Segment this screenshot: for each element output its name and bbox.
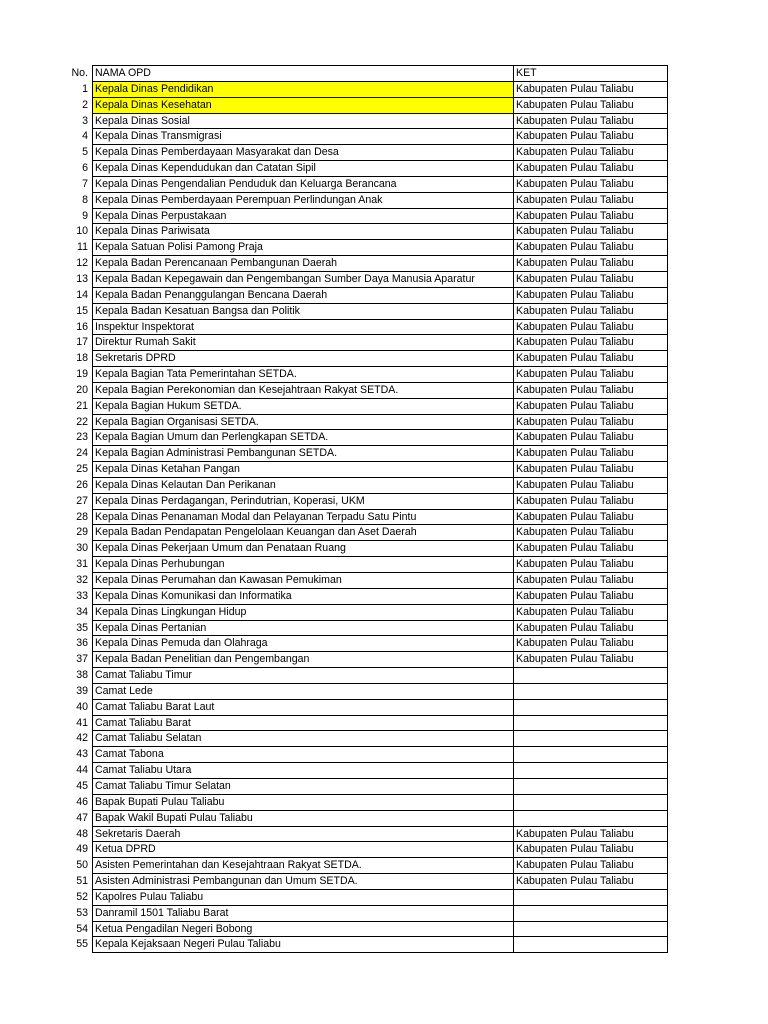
table-row bbox=[60, 541, 668, 557]
row-number[interactable]: 42 bbox=[76, 732, 88, 745]
opd-name-cell[interactable]: Camat Taliabu Timur Selatan bbox=[93, 778, 514, 794]
ket-cell[interactable]: Kabupaten Pulau Taliabu bbox=[514, 303, 668, 319]
row-number[interactable]: 40 bbox=[76, 700, 88, 713]
row-number[interactable]: 41 bbox=[76, 716, 88, 729]
ket-cell[interactable]: Kabupaten Pulau Taliabu bbox=[514, 367, 668, 383]
row-number[interactable]: 54 bbox=[76, 922, 88, 935]
ket-cell[interactable] bbox=[514, 747, 668, 763]
opd-name-cell[interactable]: Camat Lede bbox=[93, 683, 514, 699]
table-row bbox=[60, 668, 668, 684]
opd-name-cell[interactable]: Kepala Badan Pendapatan Pengelolaan Keuangan dan Aset Daerah bbox=[93, 525, 514, 541]
table-row bbox=[60, 557, 668, 573]
opd-name-cell[interactable]: Kepala Dinas Perumahan dan Kawasan Pemukiman bbox=[93, 573, 514, 589]
row-number[interactable]: 51 bbox=[76, 875, 88, 888]
opd-name-cell[interactable]: Camat Tabona bbox=[93, 747, 514, 763]
table-row bbox=[60, 446, 668, 462]
opd-name-cell[interactable]: Kepala Dinas Perdagangan, Perindutrian, Koperasi, UKM bbox=[93, 493, 514, 509]
table-row bbox=[60, 699, 668, 715]
row-number[interactable]: 17 bbox=[76, 336, 88, 349]
table-row bbox=[60, 842, 668, 858]
opd-name-cell[interactable]: Camat Taliabu Barat bbox=[93, 715, 514, 731]
opd-table bbox=[60, 65, 668, 953]
opd-name-cell[interactable]: Kepala Dinas Kependudukan dan Catatan Sipil bbox=[93, 161, 514, 177]
ket-cell[interactable]: Kabupaten Pulau Taliabu bbox=[514, 636, 668, 652]
row-number[interactable]: 21 bbox=[76, 399, 88, 412]
row-number[interactable]: 13 bbox=[76, 272, 88, 285]
table-row bbox=[60, 97, 668, 113]
ket-cell[interactable]: Kabupaten Pulau Taliabu bbox=[514, 129, 668, 145]
row-number[interactable]: 47 bbox=[76, 811, 88, 824]
opd-name-cell[interactable]: Kepala Dinas Pemberdayaan Perempuan Perlindungan Anak bbox=[93, 192, 514, 208]
ket-cell[interactable]: Kabupaten Pulau Taliabu bbox=[514, 652, 668, 668]
table-row bbox=[60, 271, 668, 287]
ket-cell[interactable]: Kabupaten Pulau Taliabu bbox=[514, 97, 668, 113]
opd-name-cell[interactable]: Camat Taliabu Barat Laut bbox=[93, 699, 514, 715]
table-row bbox=[60, 874, 668, 890]
ket-cell[interactable] bbox=[514, 921, 668, 937]
table-row bbox=[60, 731, 668, 747]
opd-name-cell[interactable]: Danramil 1501 Taliabu Barat bbox=[93, 905, 514, 921]
ket-cell[interactable]: Kabupaten Pulau Taliabu bbox=[514, 557, 668, 573]
row-number[interactable]: 32 bbox=[76, 574, 88, 586]
opd-name-cell[interactable]: Ketua DPRD bbox=[93, 842, 514, 858]
opd-name-cell[interactable]: Kepala Dinas Penanaman Modal dan Pelayanan Terpadu Satu Pintu bbox=[93, 509, 514, 525]
table-row bbox=[60, 889, 668, 905]
row-number[interactable]: 20 bbox=[76, 383, 88, 396]
table-row bbox=[60, 145, 668, 161]
opd-name-cell[interactable]: Kepala Bagian Administrasi Pembangunan SETDA. bbox=[93, 446, 514, 462]
ket-cell[interactable]: Kabupaten Pulau Taliabu bbox=[514, 509, 668, 525]
table-row bbox=[60, 335, 668, 351]
header-nama-opd[interactable]: NAMA OPD bbox=[93, 66, 514, 82]
ket-cell[interactable] bbox=[514, 794, 668, 810]
table-row bbox=[60, 905, 668, 921]
table-row bbox=[60, 525, 668, 541]
opd-name-cell[interactable]: Camat Taliabu Selatan bbox=[93, 731, 514, 747]
ket-cell[interactable]: Kabupaten Pulau Taliabu bbox=[514, 414, 668, 430]
opd-name-cell[interactable]: Sekretaris DPRD bbox=[93, 351, 514, 367]
row-number[interactable]: 28 bbox=[76, 510, 88, 523]
ket-cell[interactable]: Kabupaten Pulau Taliabu bbox=[514, 493, 668, 509]
ket-cell[interactable]: Kabupaten Pulau Taliabu bbox=[514, 382, 668, 398]
header-no[interactable]: No. bbox=[71, 66, 88, 79]
row-number[interactable]: 12 bbox=[76, 257, 88, 270]
table-row bbox=[60, 620, 668, 636]
opd-name-cell[interactable]: Kepala Dinas Pariwisata bbox=[93, 224, 514, 240]
table-row bbox=[60, 636, 668, 652]
ket-cell[interactable]: Kabupaten Pulau Taliabu bbox=[514, 477, 668, 493]
table-row bbox=[60, 810, 668, 826]
ket-cell[interactable]: Kabupaten Pulau Taliabu bbox=[514, 208, 668, 224]
row-number[interactable]: 52 bbox=[76, 890, 88, 903]
ket-cell[interactable]: Kabupaten Pulau Taliabu bbox=[514, 858, 668, 874]
row-number[interactable]: 46 bbox=[76, 795, 88, 808]
table-row bbox=[60, 367, 668, 383]
table-row bbox=[60, 462, 668, 478]
ket-cell[interactable]: Kabupaten Pulau Taliabu bbox=[514, 224, 668, 240]
table-row bbox=[60, 747, 668, 763]
opd-name-cell[interactable]: Kepala Satuan Polisi Pamong Praja bbox=[93, 240, 514, 256]
opd-name-cell[interactable]: Bapak Bupati Pulau Taliabu bbox=[93, 794, 514, 810]
table-row bbox=[60, 652, 668, 668]
ket-cell[interactable]: Kabupaten Pulau Taliabu bbox=[514, 145, 668, 161]
row-number[interactable]: 5 bbox=[82, 146, 88, 159]
ket-cell[interactable]: Kabupaten Pulau Taliabu bbox=[514, 462, 668, 478]
row-number[interactable]: 4 bbox=[82, 130, 88, 143]
table-row bbox=[60, 176, 668, 192]
opd-name-cell[interactable]: Kepala Dinas Pemberdayaan Masyarakat dan Desa bbox=[93, 145, 514, 161]
ket-cell[interactable]: Kabupaten Pulau Taliabu bbox=[514, 351, 668, 367]
table-row bbox=[60, 937, 668, 953]
header-ket[interactable]: KET bbox=[514, 66, 668, 82]
opd-name-cell[interactable]: Kepala Dinas Ketahan Pangan bbox=[93, 462, 514, 478]
ket-cell[interactable]: Kabupaten Pulau Taliabu bbox=[514, 81, 668, 97]
ket-cell[interactable]: Kabupaten Pulau Taliabu bbox=[514, 620, 668, 636]
opd-name-cell[interactable]: Camat Taliabu Timur bbox=[93, 668, 514, 684]
row-number[interactable]: 43 bbox=[76, 748, 88, 761]
table-row bbox=[60, 858, 668, 874]
opd-name-cell[interactable]: Camat Taliabu Utara bbox=[93, 763, 514, 779]
ket-cell[interactable] bbox=[514, 778, 668, 794]
ket-cell[interactable]: Kabupaten Pulau Taliabu bbox=[514, 192, 668, 208]
opd-name-cell[interactable]: Kepala Dinas Pertanian bbox=[93, 620, 514, 636]
table-row bbox=[60, 192, 668, 208]
ket-cell[interactable]: Kabupaten Pulau Taliabu bbox=[514, 113, 668, 129]
opd-name-cell[interactable]: Kepala Badan Perencanaan Pembangunan Daerah bbox=[93, 256, 514, 272]
row-number[interactable]: 18 bbox=[76, 352, 88, 365]
ket-cell[interactable]: Kabupaten Pulau Taliabu bbox=[514, 842, 668, 858]
table-row bbox=[60, 351, 668, 367]
opd-name-cell[interactable]: Kepala Bagian Hukum SETDA. bbox=[93, 398, 514, 414]
row-number[interactable]: 48 bbox=[76, 827, 88, 840]
table-row bbox=[60, 414, 668, 430]
opd-name-cell[interactable]: Kepala Dinas Sosial bbox=[93, 113, 514, 129]
row-number[interactable]: 7 bbox=[82, 177, 88, 190]
table-row bbox=[60, 573, 668, 589]
ket-cell[interactable]: Kabupaten Pulau Taliabu bbox=[514, 874, 668, 890]
table-body bbox=[60, 81, 668, 952]
row-number[interactable]: 27 bbox=[76, 494, 88, 507]
table-row bbox=[60, 161, 668, 177]
table-row bbox=[60, 81, 668, 97]
row-number[interactable]: 16 bbox=[76, 320, 88, 333]
table-row bbox=[60, 477, 668, 493]
opd-name-cell[interactable]: Sekretaris Daerah bbox=[93, 826, 514, 842]
table-row bbox=[60, 240, 668, 256]
ket-cell[interactable] bbox=[514, 699, 668, 715]
opd-name-cell[interactable]: Kepala Badan Kepegawain dan Pengembangan Sumber Daya Manusia Aparatur bbox=[93, 271, 514, 287]
ket-cell[interactable]: Kabupaten Pulau Taliabu bbox=[514, 240, 668, 256]
row-number[interactable]: 45 bbox=[76, 779, 88, 792]
opd-name-cell[interactable]: Kepala Dinas Pemuda dan Olahraga bbox=[93, 636, 514, 652]
table-row bbox=[60, 398, 668, 414]
row-number[interactable]: 24 bbox=[76, 447, 88, 460]
opd-name-cell[interactable]: Inspektur Inspektorat bbox=[93, 319, 514, 335]
table-row bbox=[60, 319, 668, 335]
table-row bbox=[60, 826, 668, 842]
row-number[interactable]: 37 bbox=[76, 653, 88, 666]
opd-name-cell[interactable]: Kepala Dinas Lingkungan Hidup bbox=[93, 604, 514, 620]
ket-cell[interactable]: Kabupaten Pulau Taliabu bbox=[514, 430, 668, 446]
opd-name-cell[interactable]: Kepala Dinas Kesehatan bbox=[93, 97, 514, 113]
row-number[interactable]: 23 bbox=[76, 431, 88, 444]
opd-name-cell[interactable]: Ketua Pengadilan Negeri Bobong bbox=[93, 921, 514, 937]
row-number[interactable]: 6 bbox=[82, 162, 88, 175]
ket-cell[interactable]: Kabupaten Pulau Taliabu bbox=[514, 335, 668, 351]
row-number[interactable]: 34 bbox=[76, 605, 88, 618]
ket-cell[interactable] bbox=[514, 731, 668, 747]
ket-cell[interactable]: Kabupaten Pulau Taliabu bbox=[514, 525, 668, 541]
row-number[interactable]: 33 bbox=[76, 589, 88, 602]
table-row bbox=[60, 256, 668, 272]
opd-name-cell[interactable]: Direktur Rumah Sakit bbox=[93, 335, 514, 351]
ket-cell[interactable]: Kabupaten Pulau Taliabu bbox=[514, 604, 668, 620]
opd-name-cell[interactable]: Kepala Badan Penanggulangan Bencana Daerah bbox=[93, 287, 514, 303]
row-number[interactable]: 49 bbox=[76, 843, 88, 856]
table-row bbox=[60, 921, 668, 937]
table-row bbox=[60, 763, 668, 779]
table-row bbox=[60, 287, 668, 303]
opd-name-cell[interactable]: Kepala Dinas Komunikasi dan Informatika bbox=[93, 588, 514, 604]
ket-cell[interactable]: Kabupaten Pulau Taliabu bbox=[514, 271, 668, 287]
table-row bbox=[60, 224, 668, 240]
opd-name-cell[interactable]: Bapak Wakil Bupati Pulau Taliabu bbox=[93, 810, 514, 826]
row-number[interactable]: 44 bbox=[76, 764, 88, 777]
row-number[interactable]: 25 bbox=[76, 463, 88, 476]
opd-name-cell[interactable]: Kepala Bagian Tata Pemerintahan SETDA. bbox=[93, 367, 514, 383]
opd-name-cell[interactable]: Kepala Dinas Perpustakaan bbox=[93, 208, 514, 224]
ket-cell[interactable]: Kabupaten Pulau Taliabu bbox=[514, 541, 668, 557]
opd-name-cell[interactable]: Kepala Dinas Perhubungan bbox=[93, 557, 514, 573]
row-number[interactable]: 22 bbox=[76, 415, 88, 428]
opd-sheet bbox=[60, 65, 668, 953]
table-row bbox=[60, 303, 668, 319]
ket-cell[interactable]: Kabupaten Pulau Taliabu bbox=[514, 588, 668, 604]
ket-cell[interactable] bbox=[514, 905, 668, 921]
row-number[interactable]: 30 bbox=[76, 542, 88, 555]
row-number[interactable]: 8 bbox=[82, 193, 88, 206]
table-row bbox=[60, 683, 668, 699]
ket-cell[interactable]: Kabupaten Pulau Taliabu bbox=[514, 161, 668, 177]
row-number[interactable]: 50 bbox=[76, 859, 88, 872]
ket-cell[interactable] bbox=[514, 889, 668, 905]
row-number[interactable]: 36 bbox=[76, 637, 88, 650]
row-number[interactable]: 11 bbox=[77, 241, 88, 254]
table-row bbox=[60, 493, 668, 509]
opd-name-cell[interactable]: Kepala Badan Kesatuan Bangsa dan Politik bbox=[93, 303, 514, 319]
row-number[interactable]: 10 bbox=[76, 225, 88, 238]
row-number[interactable]: 19 bbox=[76, 368, 88, 381]
row-number[interactable]: 14 bbox=[76, 288, 88, 301]
opd-name-cell[interactable]: Asisten Pemerintahan dan Kesejahtraan Rakyat SETDA. bbox=[93, 858, 514, 874]
table-row bbox=[60, 113, 668, 129]
ket-cell[interactable]: Kabupaten Pulau Taliabu bbox=[514, 398, 668, 414]
table-row bbox=[60, 509, 668, 525]
row-number[interactable]: 29 bbox=[76, 526, 88, 539]
row-number[interactable]: 26 bbox=[76, 478, 88, 491]
opd-name-cell[interactable]: Kapolres Pulau Taliabu bbox=[93, 889, 514, 905]
ket-cell[interactable] bbox=[514, 937, 668, 953]
ket-cell[interactable]: Kabupaten Pulau Taliabu bbox=[514, 446, 668, 462]
ket-cell[interactable] bbox=[514, 763, 668, 779]
table-row bbox=[60, 604, 668, 620]
opd-name-cell[interactable]: Kepala Bagian Organisasi SETDA. bbox=[93, 414, 514, 430]
ket-cell[interactable] bbox=[514, 715, 668, 731]
opd-name-cell[interactable]: Kepala Dinas Pendidikan bbox=[93, 81, 514, 97]
table-row bbox=[60, 778, 668, 794]
opd-name-cell[interactable]: Kepala Kejaksaan Negeri Pulau Taliabu bbox=[93, 937, 514, 953]
table-row bbox=[60, 208, 668, 224]
table-row bbox=[60, 382, 668, 398]
opd-name-cell[interactable]: Kepala Dinas Pengendalian Penduduk dan Keluarga Berancana bbox=[93, 176, 514, 192]
ket-cell[interactable] bbox=[514, 668, 668, 684]
ket-cell[interactable]: Kabupaten Pulau Taliabu bbox=[514, 287, 668, 303]
table-row bbox=[60, 794, 668, 810]
table-row bbox=[60, 430, 668, 446]
ket-cell[interactable] bbox=[514, 810, 668, 826]
opd-name-cell[interactable]: Kepala Dinas Kelautan Dan Perikanan bbox=[93, 477, 514, 493]
opd-name-cell[interactable]: Asisten Administrasi Pembangunan dan Umum SETDA. bbox=[93, 874, 514, 890]
table-row bbox=[60, 715, 668, 731]
row-number[interactable]: 35 bbox=[76, 621, 88, 634]
row-number[interactable]: 31 bbox=[76, 558, 88, 571]
row-number[interactable]: 9 bbox=[82, 209, 88, 222]
ket-cell[interactable]: Kabupaten Pulau Taliabu bbox=[514, 826, 668, 842]
opd-name-cell[interactable]: Kepala Badan Penelitian dan Pengembangan bbox=[93, 652, 514, 668]
row-number[interactable]: 55 bbox=[76, 938, 88, 951]
opd-name-cell[interactable]: Kepala Bagian Umum dan Perlengkapan SETDA. bbox=[93, 430, 514, 446]
ket-cell[interactable]: Kabupaten Pulau Taliabu bbox=[514, 319, 668, 335]
row-number[interactable]: 53 bbox=[76, 906, 88, 919]
ket-cell[interactable]: Kabupaten Pulau Taliabu bbox=[514, 256, 668, 272]
row-number[interactable]: 39 bbox=[76, 684, 88, 697]
row-number[interactable]: 2 bbox=[82, 98, 88, 111]
opd-name-cell[interactable]: Kepala Dinas Pekerjaan Umum dan Penataan Ruang bbox=[93, 541, 514, 557]
opd-name-cell[interactable]: Kepala Bagian Perekonomian dan Kesejahtraan Rakyat SETDA. bbox=[93, 382, 514, 398]
ket-cell[interactable]: Kabupaten Pulau Taliabu bbox=[514, 573, 668, 589]
row-number[interactable]: 3 bbox=[82, 114, 88, 127]
header-row bbox=[60, 66, 668, 82]
row-number[interactable]: 15 bbox=[76, 304, 88, 317]
opd-name-cell[interactable]: Kepala Dinas Transmigrasi bbox=[93, 129, 514, 145]
row-number[interactable]: 1 bbox=[82, 82, 88, 95]
ket-cell[interactable] bbox=[514, 683, 668, 699]
table-row bbox=[60, 129, 668, 145]
table-row bbox=[60, 588, 668, 604]
ket-cell[interactable]: Kabupaten Pulau Taliabu bbox=[514, 176, 668, 192]
row-number[interactable]: 38 bbox=[76, 669, 88, 682]
